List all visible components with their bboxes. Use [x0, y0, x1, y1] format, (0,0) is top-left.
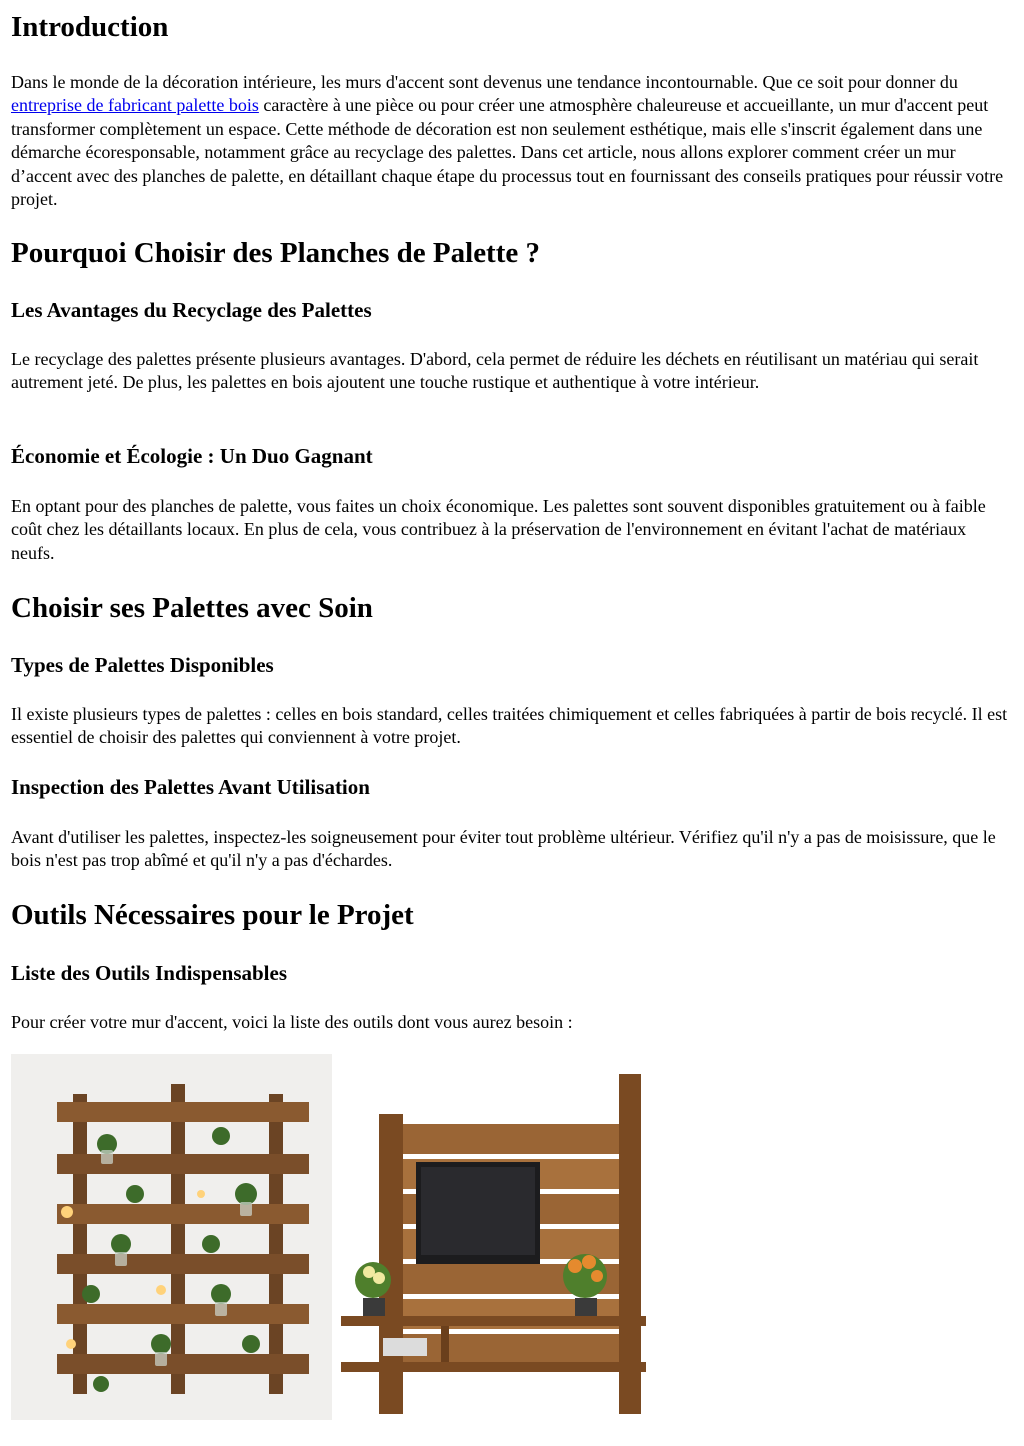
- pallet-plant-wall-image: [11, 1054, 332, 1420]
- subheading-pallet-inspection: Inspection des Palettes Avant Utilisation: [11, 775, 370, 799]
- heading-why-pallets: Pourquoi Choisir des Planches de Palette ?: [11, 237, 540, 269]
- intro-text-before: Dans le monde de la décoration intérieure, les murs d'accent sont devenus une tendance incontournable. Que ce soit pour donner du: [11, 72, 958, 92]
- tools-paragraph: Pour créer votre mur d'accent, voici la liste des outils dont vous aurez besoin :: [11, 1012, 573, 1032]
- recycling-paragraph: Le recyclage des palettes présente plusieurs avantages. D'abord, cela permet de réduire les déchets en réutilisant un matériau qui serait autrement jeté. De plus, les palettes en bois ajoutent une touche rustique et authentique à votre intérieur.: [11, 349, 979, 393]
- heading-introduction: Introduction: [11, 11, 169, 43]
- inspection-paragraph: Avant d'utiliser les palettes, inspectez-les soigneusement pour éviter tout problème ultérieur. Vérifiez qu'il n'y a pas de moisissure, que le bois n'est pas trop abîmé et qu'il n'y a pas d'échardes.: [11, 827, 996, 871]
- pallet-types-paragraph: Il existe plusieurs types de palettes : celles en bois standard, celles traitées chimiquement et celles fabriquées à partir de bois recyclé. Il est essentiel de choisir des palettes qui conviennent à votre projet.: [11, 704, 1008, 748]
- heading-tools: Outils Nécessaires pour le Projet: [11, 899, 414, 931]
- economy-paragraph: En optant pour des planches de palette, vous faites un choix économique. Les palettes sont souvent disponibles gratuitement ou à faible coût chez les détaillants locaux. En plus de cela, vous contribuez à la préservation de l'environnement en évitant l'achat de matériaux neufs.: [11, 496, 986, 563]
- subheading-pallet-types: Types de Palettes Disponibles: [11, 653, 274, 677]
- heading-choose-pallets: Choisir ses Palettes avec Soin: [11, 592, 373, 624]
- subheading-recycling-advantages: Les Avantages du Recyclage des Palettes: [11, 298, 372, 322]
- pallet-wall-photos: [11, 1054, 655, 1420]
- palette-manufacturer-link[interactable]: entreprise de fabricant palette bois: [11, 95, 259, 116]
- intro-paragraph: [11, 71, 1014, 211]
- intro-text-after: caractère à une pièce ou pour créer une atmosphère chaleureuse et accueillante, un mur d'accent peut transformer complètement un espace. Cette méthode de décoration est non seulement esthétique, mais elle s'inscrit également dans une démarche écoresponsable, notamment grâce au recyclage des palettes. Dans cet article, nous allons explorer comment créer un mur d’accent avec des planches de palette, en détaillant chaque étape du processus tout en fournissant des conseils pratiques pour réussir votre projet.: [11, 95, 1004, 210]
- subheading-economy-ecology: Économie et Écologie : Un Duo Gagnant: [11, 444, 373, 468]
- pallet-tv-wall-image: [332, 1054, 655, 1420]
- subheading-tools-list: Liste des Outils Indispensables: [11, 961, 287, 985]
